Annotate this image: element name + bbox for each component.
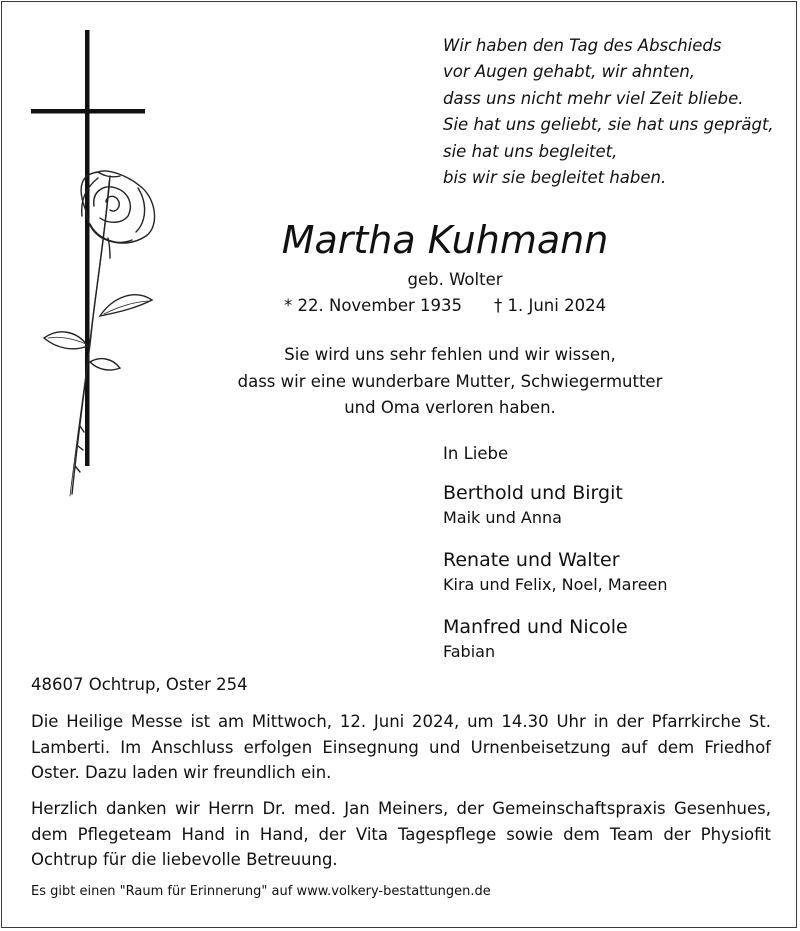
poem-line: Wir haben den Tag des Abschieds — [443, 36, 722, 55]
maiden-name: geb. Wolter — [407, 270, 503, 289]
family-children: Kira und Felix, Noel, Mareen — [443, 575, 668, 594]
family-group — [443, 614, 628, 664]
mourning-line: Sie wird uns sehr fehlen und wir wissen, — [284, 345, 616, 364]
family-group — [443, 547, 668, 597]
family-children: Maik und Anna — [443, 508, 562, 527]
mourning-text — [150, 342, 750, 422]
mourning-line: dass wir eine wunderbare Mutter, Schwiegermutter — [237, 371, 663, 391]
birth-date: * 22. November 1935 — [284, 296, 463, 315]
thanks-paragraph: Herzlich danken wir Herrn Dr. med. Jan Meiners, der Gemeinschaftspraxis Gesenhues, dem Pflegeteam Hand in Hand, der Vita Tagespflege sowie dem Team der Physiofit Ochtrup für die liebevolle Betreuung. — [31, 799, 771, 870]
service-paragraph: Die Heilige Messe ist am Mittwoch, 12. Juni 2024, um 14.30 Uhr in der Pfarrkirche St. Lamberti. Im Anschluss erfolgen Einsegnung und Urnenbeisetzung auf dem Friedhof Oster. Dazu laden wir freundlich ein. — [31, 712, 771, 783]
poem — [443, 33, 783, 191]
poem-line: Sie hat uns geliebt, sie hat uns geprägt, — [443, 115, 774, 135]
poem-line: vor Augen gehabt, wir ahnten, — [443, 62, 696, 82]
family-group — [443, 480, 623, 530]
mourning-line: und Oma verloren haben. — [344, 398, 556, 417]
deceased-name-row — [0, 216, 800, 264]
poem-line: sie hat uns begleitet, — [443, 141, 618, 161]
poem-line: bis wir sie begleitet haben. — [443, 168, 667, 188]
in-love-label: In Liebe — [443, 444, 509, 463]
cross-rose-illustration — [28, 26, 164, 502]
family-names: Manfred und Nicole — [443, 616, 628, 638]
deceased-name: Martha Kuhmann — [281, 218, 609, 262]
family-names: Berthold und Birgit — [443, 482, 623, 504]
footer-note: Es gibt einen "Raum für Erinnerung" auf www.volkery-bestattungen.de — [31, 884, 491, 899]
death-date: † 1. Juni 2024 — [494, 296, 607, 315]
family-children: Fabian — [443, 642, 496, 661]
family-names: Renate und Walter — [443, 549, 620, 571]
poem-line: dass uns nicht mehr viel Zeit bliebe. — [443, 88, 744, 108]
address: 48607 Ochtrup, Oster 254 — [31, 675, 248, 694]
